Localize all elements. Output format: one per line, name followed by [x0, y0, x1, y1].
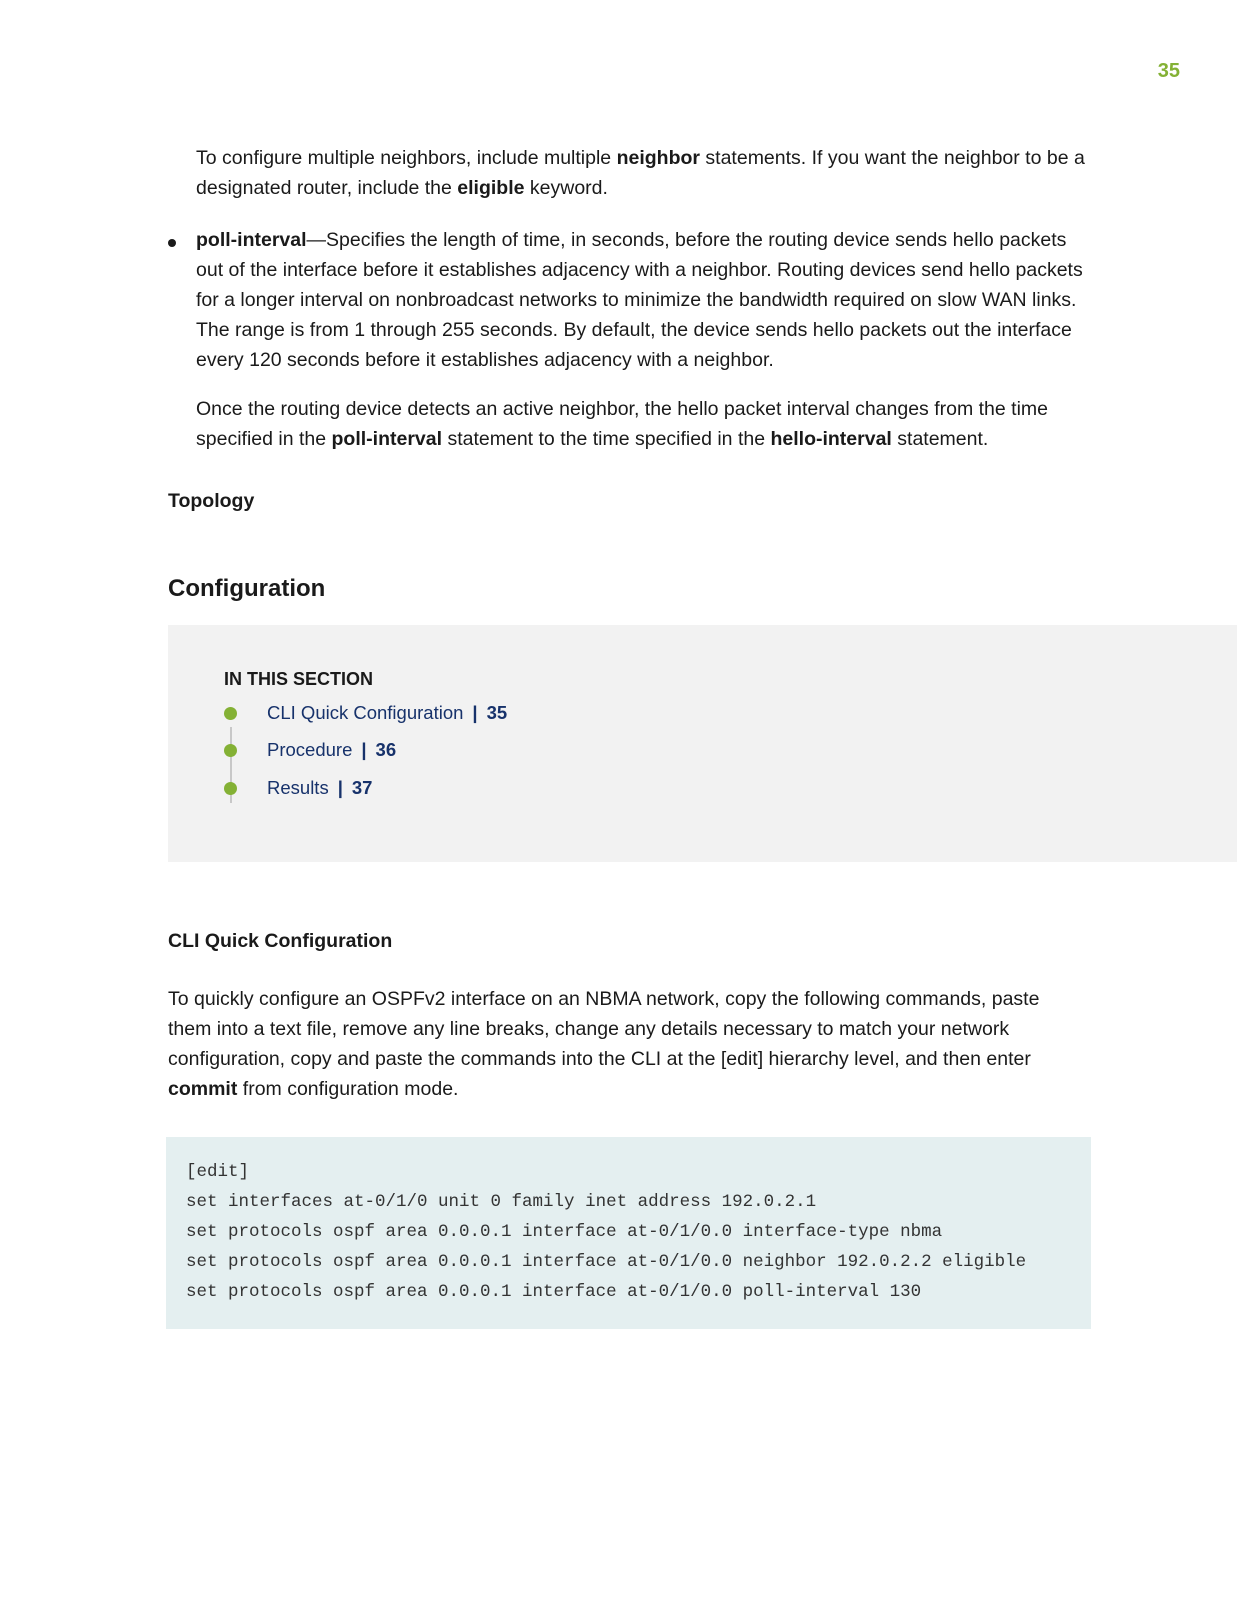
toc-item-results[interactable]: [224, 775, 372, 801]
paragraph-text: statement.: [891, 428, 989, 450]
page-number: 35: [1157, 60, 1180, 82]
toc-page-number[interactable]: 35: [486, 702, 508, 723]
cli-quick-configuration-heading: CLI Quick Configuration: [168, 930, 393, 952]
quick-configuration-paragraph: [168, 984, 1088, 1104]
toc-bullet-icon: [224, 744, 237, 757]
commit-keyword: commit: [168, 1078, 238, 1100]
toc-bullet-icon: [224, 782, 237, 795]
paragraph-text: To quickly configure an OSPFv2 interface on an NBMA network, copy the following commands, paste them into a text file, remove any line breaks, change any details necessary to match your network configuration, copy and paste the commands into the CLI at the [edit] hierarchy level, and then enter: [168, 988, 1040, 1070]
toc-item-procedure[interactable]: [224, 737, 396, 763]
neighbor-keyword: neighbor: [616, 147, 700, 169]
poll-interval-description: —Specifies the length of time, in seconds, before the routing device sends hello packets out of the interface before it establishes adjacency with a neighbor. Routing devices send hello packets for a longer interval on nonbroadcast networks to minimize the bandwidth required on slow WAN links. The range is from 1 through 255 seconds. By default, the device sends hello packets out the interface every 120 seconds before it establishes adjacency with a neighbor.: [196, 229, 1083, 371]
toc-separator: |: [337, 777, 343, 798]
toc-link[interactable]: Procedure: [267, 739, 353, 760]
toc-title: IN THIS SECTION: [224, 669, 374, 689]
intro-text: To configure multiple neighbors, include multiple: [196, 147, 617, 169]
hello-interval-paragraph: [196, 394, 1086, 454]
toc-separator: |: [472, 702, 478, 723]
toc-page-number[interactable]: 37: [351, 777, 373, 798]
code-line: set interfaces at-0/1/0 unit 0 family inet address 192.0.2.1: [186, 1192, 817, 1212]
toc-item-cli-quick-configuration[interactable]: [224, 700, 507, 726]
code-block: [166, 1137, 1091, 1329]
topology-heading: Topology: [168, 490, 255, 512]
in-this-section-box: [168, 625, 1237, 862]
hello-interval-keyword: hello-interval: [770, 428, 892, 450]
paragraph-text: Once the routing device detects an active neighbor, the hello packet interval changes from the time specified in the: [196, 398, 1049, 450]
intro-paragraph: [196, 143, 1086, 203]
toc-bullet-icon: [224, 707, 237, 720]
poll-interval-keyword: poll-interval: [331, 428, 443, 450]
bullet-icon: [168, 239, 176, 247]
intro-text: keyword.: [524, 177, 608, 199]
configuration-heading: Configuration: [168, 575, 326, 602]
toc-link[interactable]: Results: [267, 777, 329, 798]
paragraph-text: from configuration mode.: [237, 1078, 459, 1100]
poll-interval-bullet: [196, 225, 1086, 375]
code-line: [edit]: [186, 1162, 250, 1182]
paragraph-text: statement to the time specified in the: [442, 428, 771, 450]
code-line: set protocols ospf area 0.0.0.1 interface at-0/1/0.0 poll-interval 130: [186, 1282, 922, 1302]
code-line: set protocols ospf area 0.0.0.1 interface at-0/1/0.0 neighbor 192.0.2.2 eligible: [186, 1252, 1027, 1272]
code-lines: [186, 1157, 1026, 1307]
eligible-keyword: eligible: [457, 177, 525, 199]
toc-page-number[interactable]: 36: [375, 739, 397, 760]
toc-separator: |: [361, 739, 367, 760]
code-line: set protocols ospf area 0.0.0.1 interface at-0/1/0.0 interface-type nbma: [186, 1222, 943, 1242]
toc-link[interactable]: CLI Quick Configuration: [267, 702, 464, 723]
poll-interval-term: poll-interval: [196, 229, 307, 251]
intro-text: statements. If you want the neighbor to be a designated router, include the: [196, 147, 1085, 199]
